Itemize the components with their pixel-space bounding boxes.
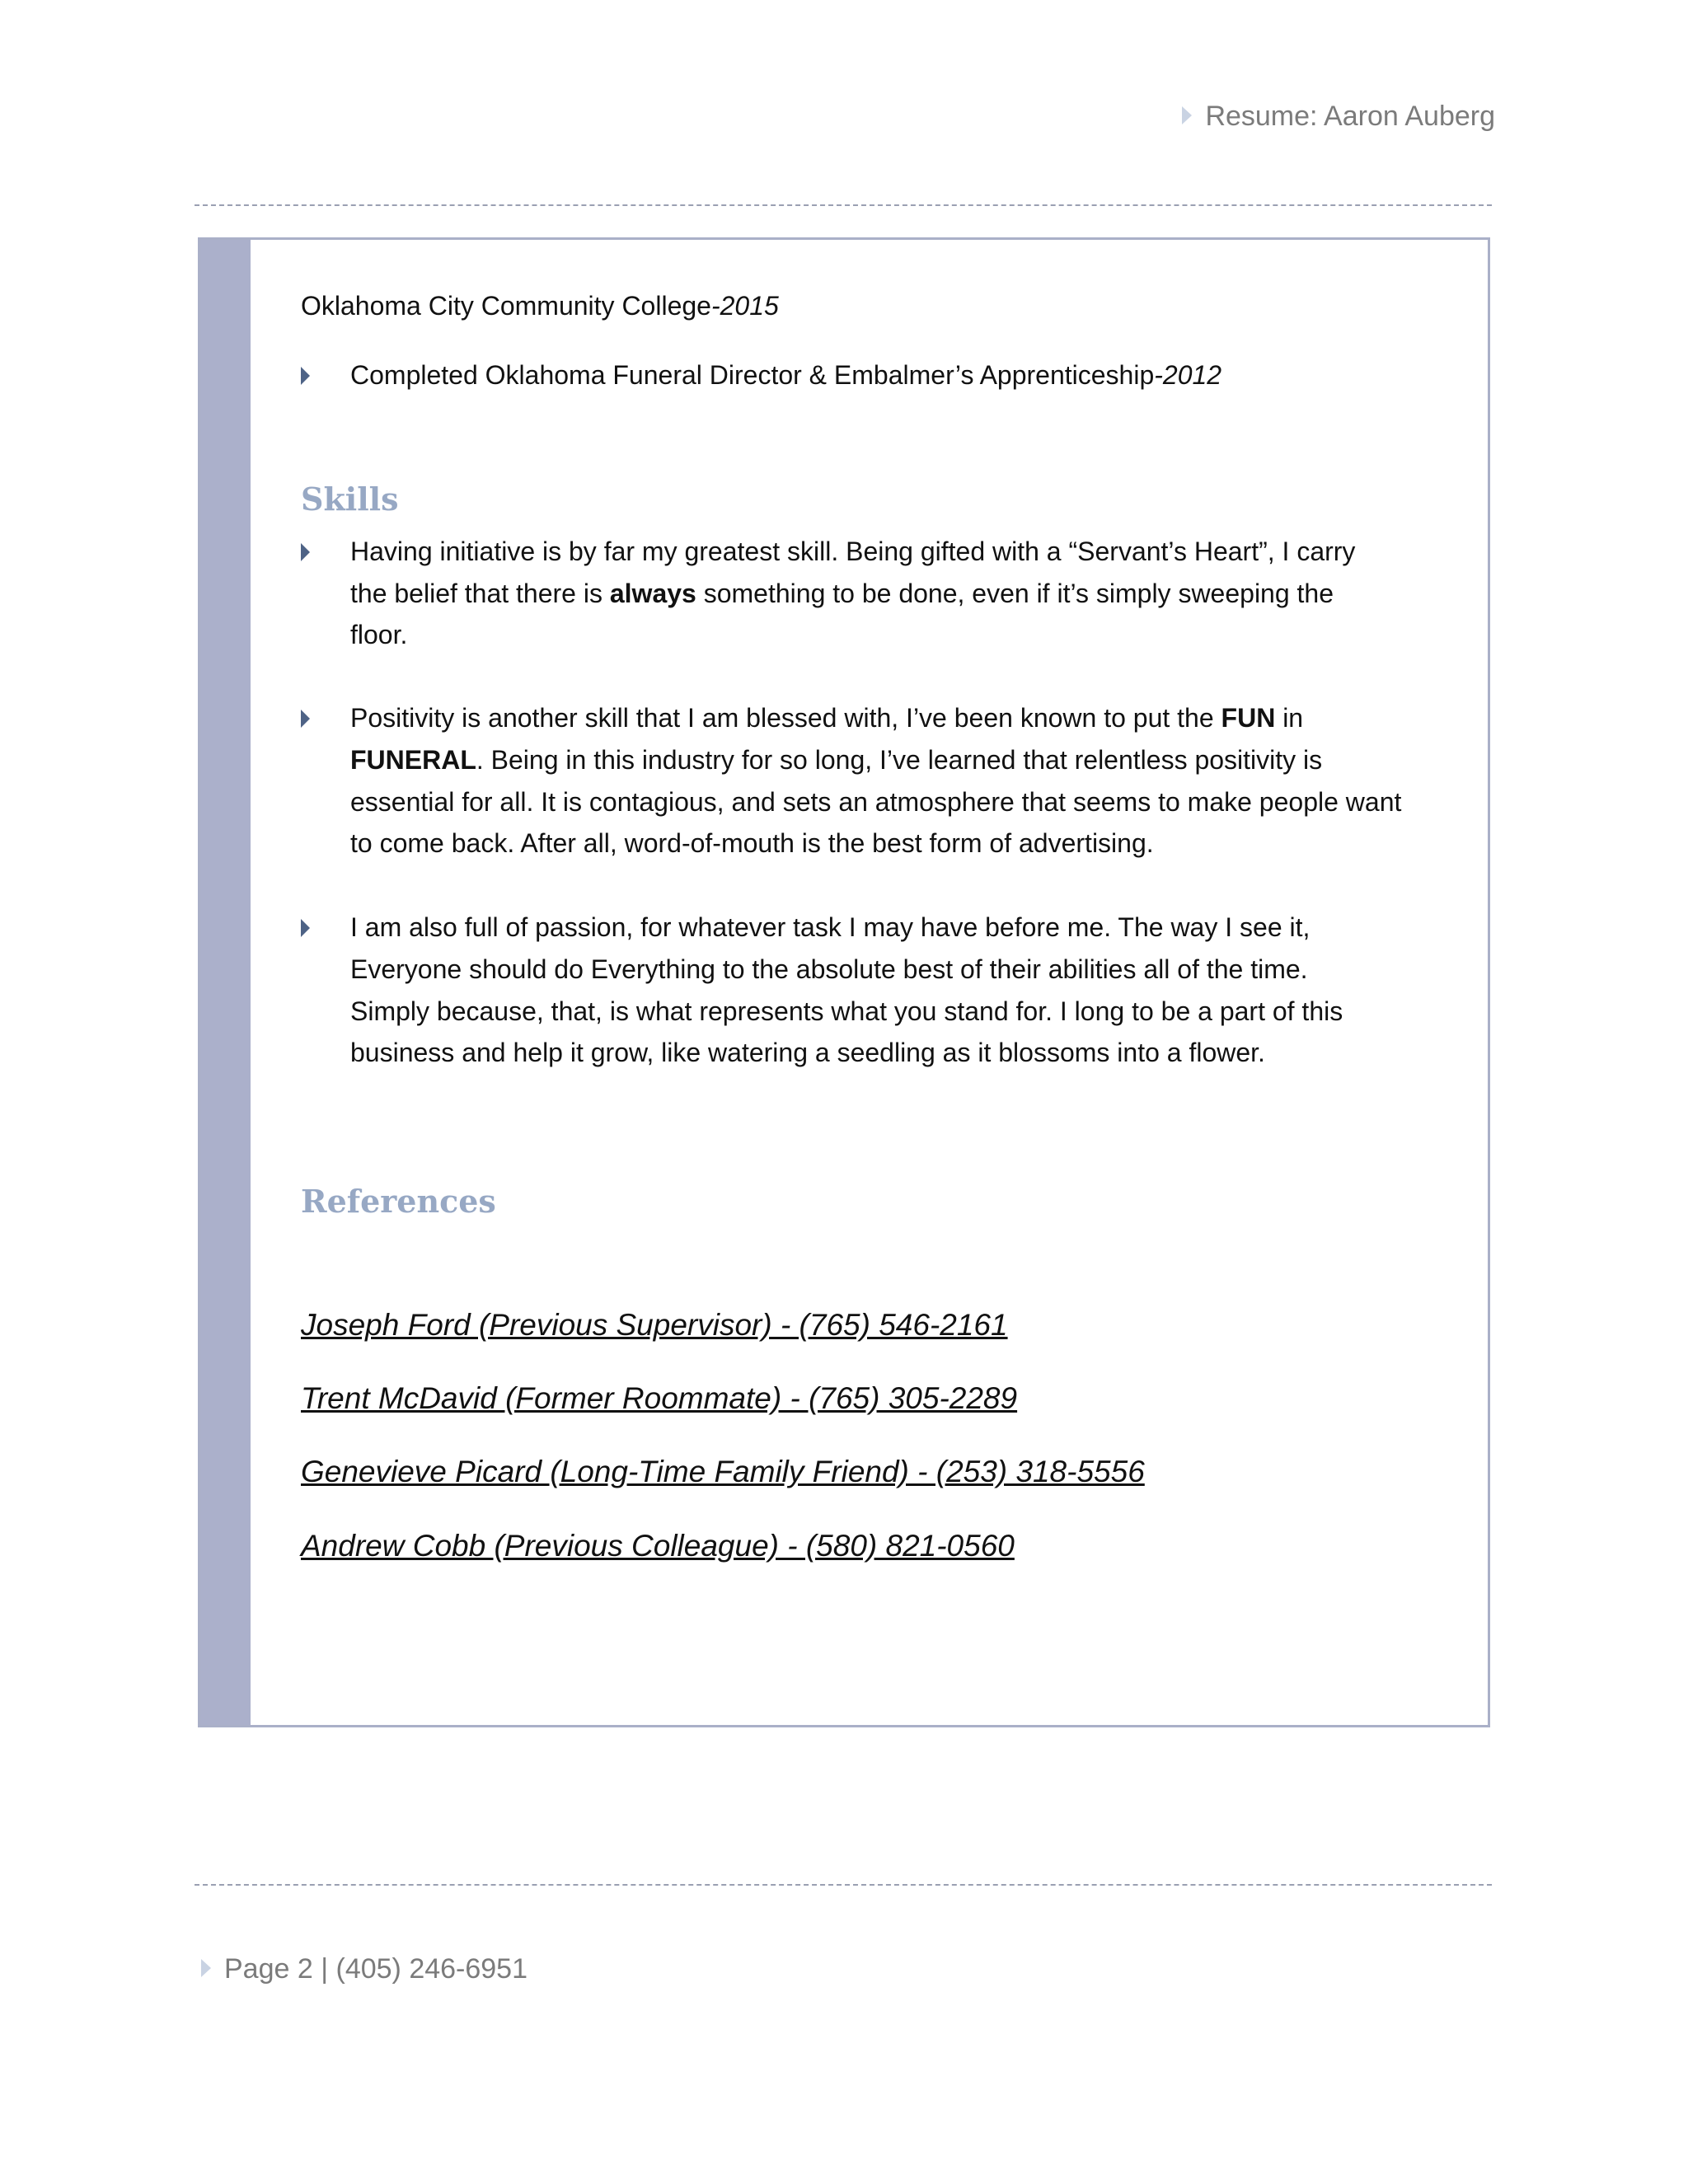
footer-divider	[195, 1884, 1492, 1886]
skill-1-line-2: the belief that there is always something to be done, even if it’s simply sweeping the	[350, 579, 1334, 608]
skills-heading: Skills	[301, 480, 399, 518]
page-number: Page 2	[224, 1953, 313, 1985]
page-header	[1182, 101, 1495, 133]
header-divider	[195, 204, 1492, 206]
panel-sidebar-bar	[200, 240, 251, 1725]
bullet-triangle-icon	[301, 543, 310, 561]
education-school: Oklahoma City Community College-2015	[301, 291, 779, 321]
skill-2-line-3: essential for all. It is contagious, and sets an atmosphere that seems to make people want	[350, 787, 1402, 817]
reference-item: Andrew Cobb (Previous Colleague) - (580) 821-0560	[301, 1529, 1015, 1563]
reference-item: Trent McDavid (Former Roommate) - (765) 305-2289	[301, 1381, 1018, 1415]
bullet-triangle-icon	[301, 710, 310, 728]
page-footer	[201, 1953, 528, 1985]
education-item: Completed Oklahoma Funeral Director & Embalmer’s Apprenticeship-2012	[350, 360, 1222, 390]
skill-3-line-3: Simply because, that, is what represents what you stand for. I long to be a part of this	[350, 996, 1343, 1026]
skill-2-line-4: to come back. After all, word-of-mouth is the best form of advertising.	[350, 828, 1154, 858]
header-triangle-icon	[1182, 106, 1192, 124]
skill-2-line-1: Positivity is another skill that I am blessed with, I’ve been known to put the FUN in	[350, 703, 1304, 733]
skill-3-line-2: Everyone should do Everything to the absolute best of their abilities all of the time.	[350, 954, 1308, 984]
skill-2-line-2: FUNERAL. Being in this industry for so long, I’ve learned that relentless positivity is	[350, 745, 1323, 775]
references-heading: References	[301, 1183, 496, 1220]
header-title: Resume: Aaron Auberg	[1205, 101, 1495, 132]
footer-separator: |	[312, 1953, 336, 1985]
content-panel	[198, 237, 1490, 1727]
reference-item: Genevieve Picard (Long-Time Family Friend) - (253) 318-5556	[301, 1455, 1145, 1488]
reference-item: Joseph Ford (Previous Supervisor) - (765) 546-2161	[301, 1308, 1008, 1342]
skill-3-line-1: I am also full of passion, for whatever task I may have before me. The way I see it,	[350, 912, 1311, 942]
footer-triangle-icon	[201, 1959, 211, 1977]
footer-phone: (405) 246-6951	[335, 1953, 528, 1985]
skill-1-line-3: floor.	[350, 620, 408, 649]
bullet-triangle-icon	[301, 367, 310, 385]
skill-1-line-1: Having initiative is by far my greatest skill. Being gifted with a “Servant’s Heart”, I carry	[350, 537, 1356, 566]
bullet-triangle-icon	[301, 919, 310, 937]
skill-3-line-4: business and help it grow, like watering a seedling as it blossoms into a flower.	[350, 1038, 1265, 1067]
